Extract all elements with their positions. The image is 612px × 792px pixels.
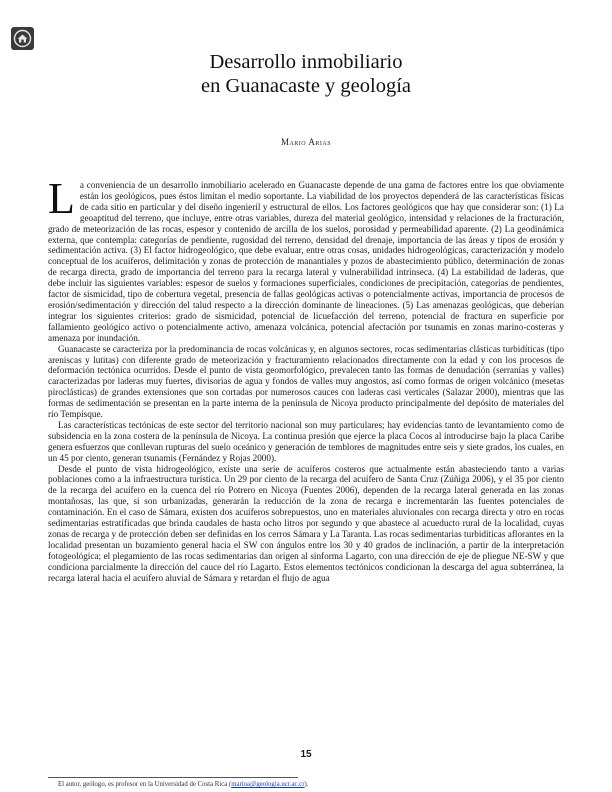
author-name: Mario Arias xyxy=(280,137,332,147)
paragraph-1-text: a conveniencia de un desarrollo inmobiliario acelerado en Guanacaste depende de una gama de factores entre los que obviamente están los geológicos, pues éstos limitan el medio soportante. La viabilidad de los proyectos dependerá de las características físicas de cada sitio en particular y del diseño ingenieril y estructural de ellos. Los factores geológicos que hay que considerar son: (1) La geoaptitud del terreno, que incluye, entre otras variables, dureza del material geológico, intensidad y relaciones de la fracturación, grado de meteorización de las rocas, espesor y contenido de arcilla de los suelos, porosidad y permeabilidad aparente. (2) La geodinámica externa, que contempla: categorías de pendiente, rugosidad del terreno, densidad del drenaje, importancia de las áreas y tipos de erosión y sedimentación activa. (3) El factor hidrogeológico, que debe evaluar, entre otras cosas, unidades hidrogeológicas, caracterización y modelo conceptual de los acuíferos, delimitación y zonas de protección de manantiales y pozos de abastecimiento público, determinación de zonas de recarga directa, grado de importancia del terreno para la recarga lateral y vulnerabilidad intrínseca. (4) La estabilidad de laderas, que debe incluir las siguientes variables: espesor de suelos y formaciones superficiales, condiciones de precipitación, categorías de pendientes, factor de sismicidad, tipo de cobertura vegetal, presencia de fallas geológicas activas o potencialmente activas, importancia de procesos de erosión/sedimentación y dirección del talud respecto a la dirección dominante de lineaciones. (5) Las amenazas geológicas, que deberían integrar los siguientes criterios: grado de sismicidad, potencial de licuefacción del terreno, potencial de fractura en superficie por fallamiento geológico activo o potencialmente activo, amenaza volcánica, potencial afectación por tsunamis en zonas marino-costeras y amenaza por inundación. xyxy=(48,180,564,343)
footnote-prefix: El autor, geólogo, es profesor en la Universidad de Costa Rica ( xyxy=(58,781,232,788)
article-body xyxy=(48,174,564,584)
paragraph-4: Desde el punto de vista hidrogeológico, existe una serie de acuíferos costeros que actualmente están abasteciendo tanto a varias poblaciones como a la infraestructura turística. Un 29 por ciento de la recarga del acuífero de Santa Cruz (Zúñiga 2006), y el 35 por ciento de la recarga del acuífero en la cuenca del río Potrero en Nicoya (Fuentes 2006), dependen de la recarga lateral generada en las zonas montañosas, las que, si son urbanizadas, generarán la reducción de la zona de recarga e incrementarán las fuentes potenciales de contaminación. En el caso de Sámara, existen dos acuíferos sobrepuestos, uno en materiales aluvionales con recarga directa y otro en rocas sedimentarias estratificadas que brinda caudales de hasta ocho litros por segundo y que abastece al acueducto rural de la localidad, cuyas zonas de recarga y de protección deben ser definidas en los cerros Sámara y La Taranta. Las rocas sedimentarias turbidíticas aflorantes en la localidad presentan un buzamiento general hacia el SW con ángulos entre los 30 y 40 grados de inclinación, a partir de la interpretación fotogeológica; el plegamiento de las rocas sedimentarias dan origen al sinforma Lagarto, con una dirección de eje de pliegue NE-SW y que condiciona parcialmente la dirección del cauce del río Lagarto. Estos elementos tectónicos condicionan la descarga del agua subterránea, la recarga lateral hacia el acuífero aluvial de Sámara y retardan el flujo de agua xyxy=(48,463,564,583)
footnote-suffix: ). xyxy=(304,781,309,788)
article-title-line-1: Desarrollo inmobiliario xyxy=(209,51,403,73)
page-number: 15 xyxy=(300,749,312,760)
drop-cap: L xyxy=(48,174,75,223)
paragraph-2: Guanacaste se caracteriza por la predominancia de rocas volcánicas y, en algunos sectores, rocas sedimentarias clásticas turbidíticas (tipo areniscas y lutitas) con diferente grado de meteorización y fracturamiento relacionados directamente con la edad y con los procesos de deformación tectónica ocurridos. Desde el punto de vista geomorfológico, prevalecen tanto las formas de denudación (serranías y valles) caracterizadas por laderas muy fuertes, divisorias de agua y fondos de valles muy angostos, así como formas de origen volcánico (mesetas piroclásticas) de grandes extensiones que son cortadas por numerosos cauces con laderas casi verticales (Salazar 2000), mientras que las formas de sedimentación se presentan en la parte interna de la península de Nicoya producto principalmente del depósito de materiales del río Tempisque. xyxy=(48,343,564,420)
paragraph-3: Las características tectónicas de este sector del territorio nacional son muy particulares; hay evidencias tanto de levantamiento como de subsidencia en la zona costera de la península de Nicoya. La continua presión que ejerce la placa Cocos al introducirse bajo la placa Caribe genera esfuerzos que conllevan rupturas del suelo oceánico y generación de temblores de magnitudes entre seis y siete grados, los cuales, en un 45 por ciento, generan tsunamis (Fernández y Rojas 2000). xyxy=(48,419,564,463)
house-emblem-icon xyxy=(11,27,34,50)
paragraph-1 xyxy=(48,174,564,344)
author-footnote xyxy=(58,781,308,788)
footnote-divider xyxy=(48,777,298,778)
author-email-link[interactable]: marioa@geologia.ucr.ac.cr xyxy=(231,781,305,788)
article-title-line-2: en Guanacaste y geología xyxy=(200,75,412,97)
